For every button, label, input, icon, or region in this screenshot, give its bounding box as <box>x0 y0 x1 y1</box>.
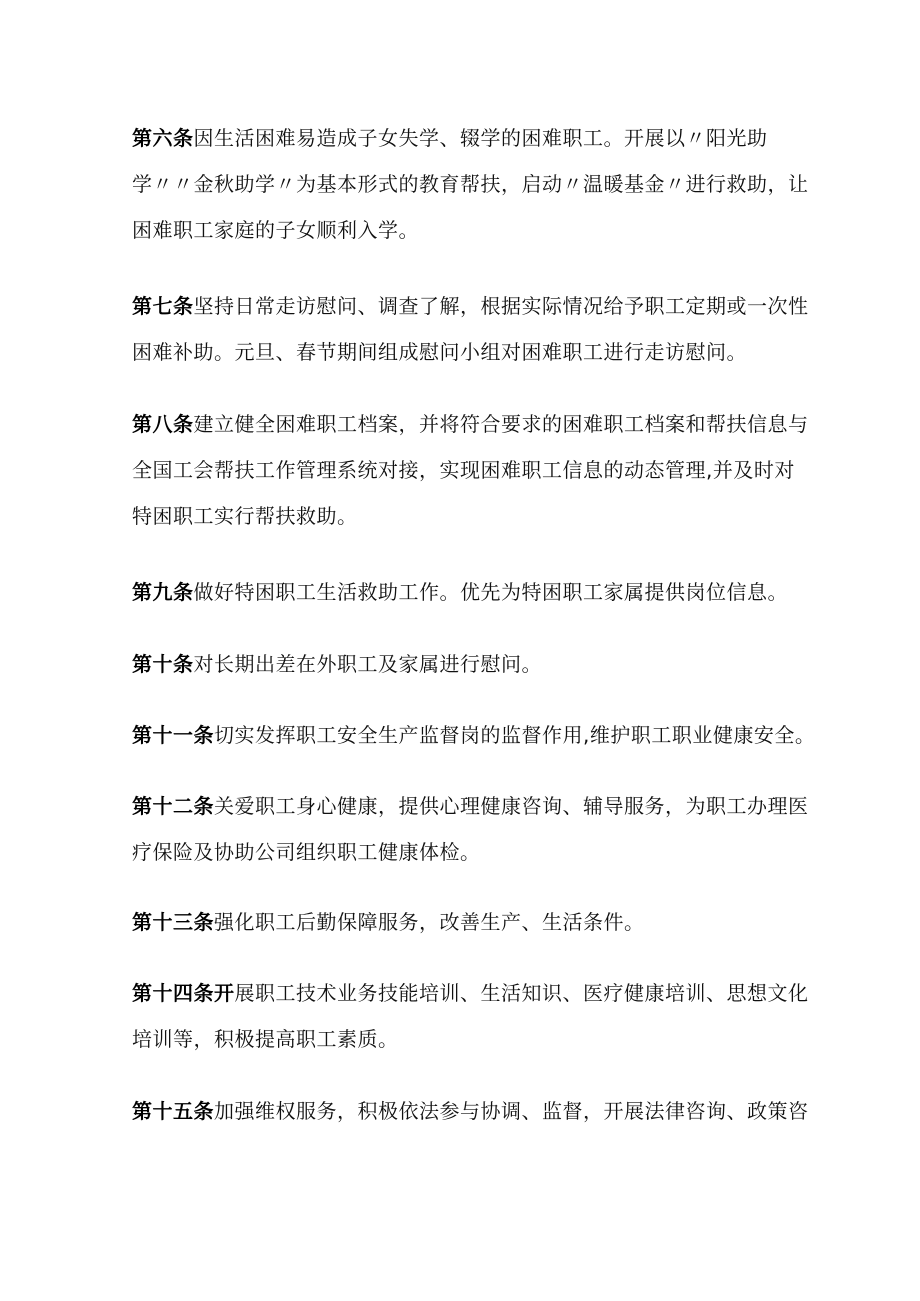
article-10 <box>132 641 800 687</box>
article-7 <box>132 283 809 375</box>
article-text: 展职工技术业务技能培训、生活知识、医疗健康培训、思想文化 <box>234 981 809 1005</box>
article-number: 第七条 <box>132 294 194 318</box>
article-number: 第十一条 <box>132 723 214 747</box>
article-line: 全国工会帮扶工作管理系统对接，实现困难职工信息的动态管理,并及时对 <box>132 458 795 482</box>
article-line: 特困职工实行帮扶救助。 <box>132 504 358 528</box>
article-8 <box>132 401 809 539</box>
article-line <box>132 115 800 161</box>
article-line <box>132 401 809 447</box>
article-text: 建立健全困难职工档案，并将符合要求的困难职工档案和帮扶信息与 <box>193 412 809 436</box>
article-line <box>132 641 800 687</box>
article-text: 强化职工后勤保障服务，改善生产、生活条件。 <box>214 910 645 934</box>
article-line <box>132 1088 809 1134</box>
article-text: 切实发挥职工安全生产监督岗的监督作用,维护职工职业健康安全。 <box>214 723 816 747</box>
article-15 <box>132 1088 809 1134</box>
article-text: 对长期出差在外职工及家属进行慰问。 <box>193 652 542 676</box>
article-line: 学〃〃金秋助学〃为基本形式的教育帮扶，启动〃温暖基金〃进行救助，让 <box>132 172 809 196</box>
article-number: 第十条 <box>132 652 194 676</box>
article-11 <box>132 712 816 758</box>
article-line <box>132 283 809 329</box>
article-line: 疗保险及协助公司组织职工健康体检。 <box>132 840 481 864</box>
article-line: 困难职工家庭的子女顺利入学。 <box>132 218 419 242</box>
article-number: 第十二条 <box>132 794 214 818</box>
article-line <box>132 899 800 945</box>
article-line: 困难补助。元旦、春节期间组成慰问小组对困难职工进行走访慰问。 <box>132 340 747 364</box>
article-6 <box>132 115 809 253</box>
article-text: 做好特困职工生活救助工作。优先为特困职工家属提供岗位信息。 <box>193 580 788 604</box>
article-line <box>132 569 800 615</box>
article-13 <box>132 899 800 945</box>
article-line: 培训等，积极提高职工素质。 <box>132 1027 399 1051</box>
article-line <box>132 783 809 829</box>
article-12 <box>132 783 809 875</box>
article-line <box>132 712 816 758</box>
article-text: 因生活困难易造成子女失学、辍学的困难职工。开展以〃阳光助 <box>193 126 768 150</box>
article-text: 关爱职工身心健康，提供心理健康咨询、辅导服务，为职工办理医 <box>214 794 809 818</box>
article-number: 第八条 <box>132 412 194 436</box>
article-text: 坚持日常走访慰问、调查了解，根据实际情况给予职工定期或一次性 <box>193 294 809 318</box>
article-number: 第九条 <box>132 580 194 604</box>
article-number: 第六条 <box>132 126 194 150</box>
article-number: 第十三条 <box>132 910 214 934</box>
article-14 <box>132 970 809 1062</box>
article-line <box>132 970 809 1016</box>
article-number: 第十五条 <box>132 1099 214 1123</box>
article-number: 第十四条开 <box>132 981 235 1005</box>
article-text: 加强维权服务，积极依法参与协调、监督，开展法律咨询、政策咨 <box>214 1099 809 1123</box>
article-9 <box>132 569 800 615</box>
